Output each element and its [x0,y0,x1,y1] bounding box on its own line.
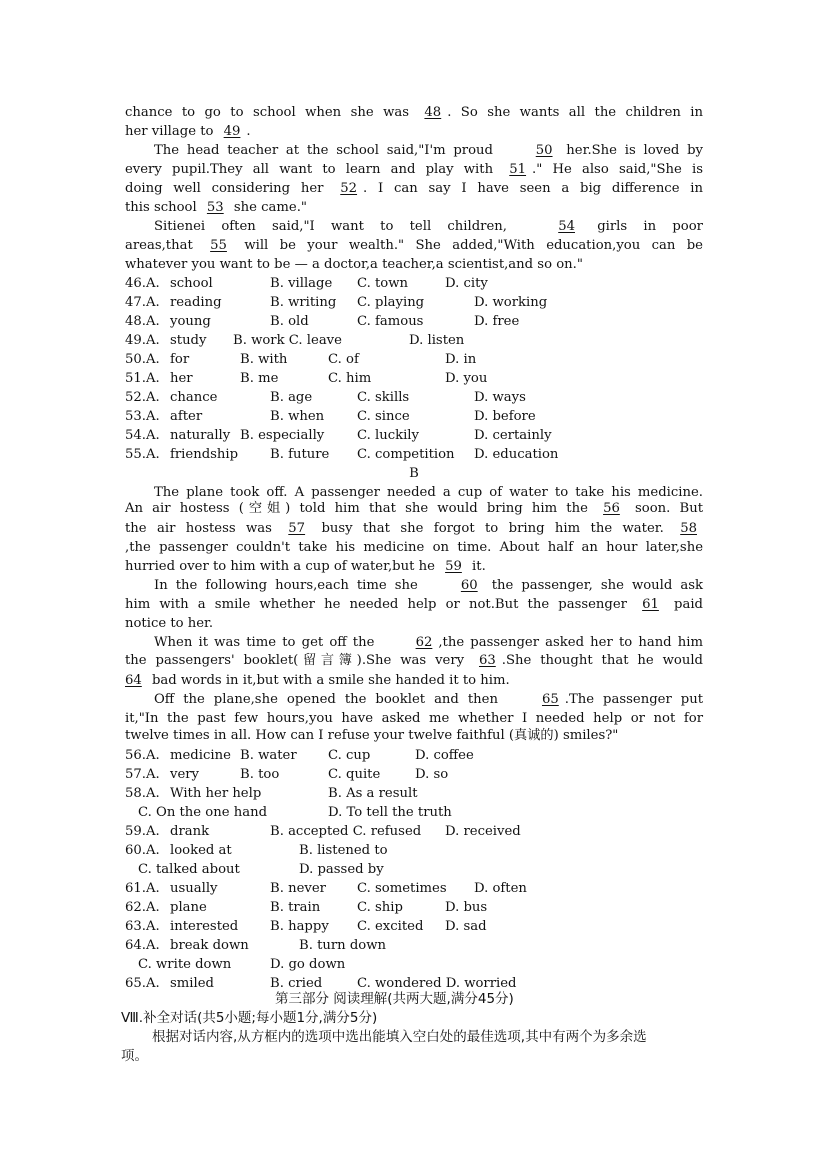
option-d: D. bus [445,900,488,915]
question-number: 52.A. [125,390,160,405]
option-b: B. future [270,447,330,462]
option-b: B. train [270,900,321,915]
option-c: C. ship [357,900,403,915]
option-a: after [170,409,203,424]
passage-a-line: The head teacher at the school said,"I'm proud 50 her.She is loved by [154,143,703,158]
option-a: for [170,352,190,367]
section-eight-instructions: 根据对话内容,从方框内的选项中选出能填入空白处的最佳选项,其中有两个为多余选 [152,1029,647,1045]
option-c: C. skills [357,390,410,405]
question-number: 64.A. [125,938,160,953]
option-a: naturally [170,428,231,443]
question-number: 61.A. [125,881,160,896]
question-number: 51.A. [125,371,160,386]
option-d: D. coffee [415,748,474,763]
option-c: C. town [357,276,409,291]
option-d: D. free [474,314,520,329]
option-b: B. me [240,371,279,386]
blank-61: 61 [642,597,659,612]
option-a: interested [170,919,239,934]
option-d: D. in [445,352,477,367]
option-d: D. you [445,371,488,386]
option-b: B. accepted C. refused [270,824,422,839]
option-c: C. On the one hand [138,805,268,820]
question-number: 59.A. [125,824,160,839]
blank-56: 56 [603,501,620,516]
question-number: 49.A. [125,333,160,348]
blank-53: 53 [206,200,224,215]
question-number: 58.A. [125,786,160,801]
option-c: C. write down [138,957,232,972]
passage-a-line: whatever you want to be — a doctor,a teacher,a scientist,and so on." [125,257,583,272]
blank-64: 64 [125,673,142,688]
blank-54: 54 [558,219,575,234]
passage-b-line: twelve times in all. How can I refuse your twelve faithful (真诚的) smiles?" [125,728,619,743]
option-d: D. ways [474,390,526,405]
blank-57: 57 [288,521,306,536]
option-d: D. listen [409,333,465,348]
option-b: B. As a result [328,786,418,801]
passage-b-line: ,the passenger couldn't take his medicine on time. About half an hour later,she [125,540,703,555]
option-c: C. famous [357,314,424,329]
blank-65: 65 [541,692,559,707]
option-d: D. sad [445,919,487,934]
option-b: B. too [240,767,280,782]
passage-b-line: An air hostess (空姐) told him that she would bring him the 56 soon. But [125,501,703,516]
option-c: C. competition [357,447,455,462]
option-a: her [170,371,193,386]
option-b: B. listened to [299,843,388,858]
question-number: 55.A. [125,447,160,462]
option-a: friendship [170,447,239,462]
option-a: plane [170,900,207,915]
blank-48: 48 [424,105,442,120]
option-d: D. working [474,295,548,310]
option-b: B. writing [270,295,337,310]
question-number: 62.A. [125,900,160,915]
option-b: B. old [270,314,309,329]
passage-b-line: the air hostess was 57 busy that she forgot to bring him the water. 58 [125,519,703,538]
passage-a-line: chance to go to school when she was 48 . So she wants all the children in [125,105,704,120]
blank-63: 63 [478,653,496,668]
question-number: 53.A. [125,409,160,424]
option-b: B. turn down [299,938,387,953]
option-a: reading [170,295,222,310]
option-d: D. go down [270,957,346,972]
option-a: chance [170,390,218,405]
section-b-label: B [409,466,419,481]
option-b: B. when [270,409,325,424]
question-number: 48.A. [125,314,160,329]
option-d: D. certainly [474,428,552,443]
option-b: B. water [240,748,297,763]
passage-b-line: notice to her. [125,616,214,631]
option-b: B. age [270,390,313,405]
passage-b-line: the passengers' booklet(留言簿).She was very 63 .She thought that he would [125,653,703,668]
option-c: C. him [328,371,372,386]
option-d: D. received [445,824,521,839]
option-b: B. village [270,276,333,291]
question-number: 54.A. [125,428,160,443]
option-c: C. cup [328,748,371,763]
blank-59: 59 [445,559,462,574]
option-d: D. before [474,409,536,424]
option-a: break down [170,938,249,953]
question-number: 63.A. [125,919,160,934]
section-eight-title: Ⅷ.补全对话(共5小题;每小题1分,满分5分) [121,1010,378,1026]
blank-49: 49 [223,124,241,139]
passage-b-line: it,"In the past few hours,you have asked me whether I needed help or not for [125,711,703,726]
question-number: 56.A. [125,748,160,763]
passage-b-line: Off the plane,she opened the booklet and then 65 .The passenger put [154,692,703,707]
option-a: With her help [170,786,262,801]
passage-b-line: The plane took off. A passenger needed a cup of water to take his medicine. [154,485,703,500]
option-c: C. since [357,409,410,424]
option-c: C. excited [357,919,424,934]
passage-b-line: In the following hours,each time she 60 the passenger, she would ask [154,578,703,593]
blank-62: 62 [415,635,433,650]
blank-50: 50 [535,143,553,158]
option-c: C. luckily [357,428,419,443]
option-d: D. To tell the truth [328,805,452,820]
option-c: C. playing [357,295,425,310]
option-c: C. talked about [138,862,240,877]
blank-60: 60 [460,578,478,593]
passage-a-line: Sitienei often said,"I want to tell children, 54 girls in poor [154,219,703,234]
option-a: medicine [170,748,231,763]
option-a: smiled [170,976,214,991]
blank-55: 55 [210,238,227,253]
option-b: B. especially [240,428,325,443]
passage-a-line: this school 53 she came." [125,200,307,215]
option-d: D. education [474,447,559,462]
question-number: 65.A. [125,976,160,991]
passage-a-line: every pupil.They all want to learn and play with 51 ." He also said,"She is [125,162,703,177]
option-a: young [170,314,211,329]
option-b: B. work C. leave [233,333,342,348]
option-a: usually [170,881,218,896]
option-b: B. happy [270,919,329,934]
question-number: 50.A. [125,352,160,367]
blank-52: 52 [340,181,358,196]
option-a: very [170,767,200,782]
option-d: D. passed by [299,862,384,877]
option-b: B. with [240,352,288,367]
option-b: B. never [270,881,326,896]
blank-58: 58 [680,521,697,536]
option-d: D. often [474,881,527,896]
passage-b-line: 64 bad words in it,but with a smile she handed it to him. [125,673,510,688]
option-c: C. wondered D. worried [357,976,517,991]
question-number: 57.A. [125,767,160,782]
option-d: D. so [415,767,449,782]
question-number: 47.A. [125,295,160,310]
passage-a-line: her village to 49 . [125,124,251,139]
option-d: D. city [445,276,488,291]
part-three-title: 第三部分 阅读理解(共两大题,满分45分) [275,991,514,1007]
question-number: 60.A. [125,843,160,858]
section-eight-instructions-cont: 项。 [121,1048,148,1064]
passage-b-line: hurried over to him with a cup of water,but he 59 it. [125,559,486,574]
option-c: C. quite [328,767,381,782]
passage-b-line: him with a smile whether he needed help or not.But the passenger 61 paid [125,597,703,612]
passage-b-line: When it was time to get off the 62 ,the passenger asked her to hand him [154,635,704,650]
option-a: drank [170,824,210,839]
option-c: C. sometimes [357,881,447,896]
passage-a-line: doing well considering her 52 . I can say I have seen a big difference in [125,181,703,196]
option-b: B. cried [270,976,323,991]
option-a: school [170,276,213,291]
option-a: looked at [170,843,232,858]
option-c: C. of [328,352,359,367]
option-a: study [170,333,207,348]
passage-a-line: areas,that 55 will be your wealth." She added,"With education,you can be [125,238,703,253]
blank-51: 51 [509,162,527,177]
question-number: 46.A. [125,276,160,291]
